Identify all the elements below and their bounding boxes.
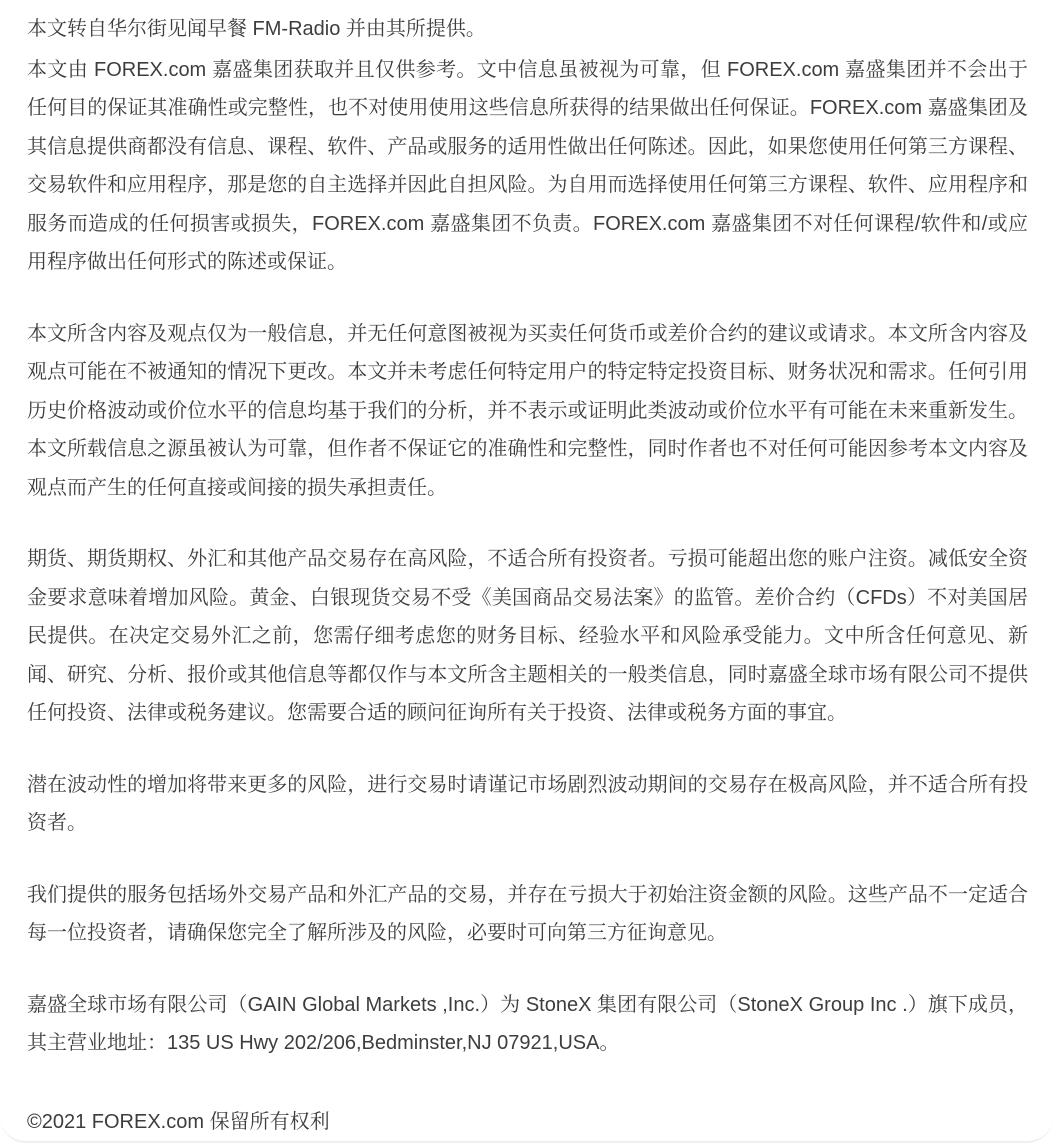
- volatility-warning-paragraph: 潜在波动性的增加将带来更多的风险，进行交易时请谨记市场剧烈波动期间的交易存在极高风险，并不适合所有投资者。: [27, 773, 1028, 834]
- company-info-paragraph: 嘉盛全球市场有限公司（GAIN Global Markets ,Inc.）为 StoneX 集团有限公司（StoneX Group Inc .）旗下成员，其主营业地址：135 US Hwy 202/206,Bedminster,NJ 07921,USA。: [27, 993, 1028, 1054]
- risk-warning-paragraph: 期货、期货期权、外汇和其他产品交易存在高风险，不适合所有投资者。亏损可能超出您的账户注资。减低安全资金要求意味着增加风险。黄金、白银现货交易不受《美国商品交易法案》的监管。差价合约（CFDs）不对美国居民提供。在决定交易外汇之前，您需仔细考虑您的财务目标、经验水平和风险承受能力。文中所含任何意见、新闻、研究、分析、报价或其他信息等都仅作与本文所含主题相关的一般类信息，同时嘉盛全球市场有限公司不提供任何投资、法律或税务建议。您需要合适的顾问征询所有关于投资、法律或税务方面的事宜。: [27, 548, 1028, 724]
- otc-products-paragraph: 我们提供的服务包括场外交易产品和外汇产品的交易，并存在亏损大于初始注资金额的风险。这些产品不一定适合每一位投资者，请确保您完全了解所涉及的风险，必要时可向第三方征询意见。: [27, 883, 1028, 944]
- copyright-notice: ©2021 FOREX.com 保留所有权利: [27, 1110, 330, 1133]
- source-attribution-paragraph: 本文转自华尔街见闻早餐 FM-Radio 并由其所提供。: [27, 18, 486, 40]
- forex-disclaimer-paragraph: 本文由 FOREX.com 嘉盛集团获取并且仅供参考。文中信息虽被视为可靠，但 FOREX.com 嘉盛集团并不会出于任何目的保证其准确性或完整性，也不对使用使用这些信息所获得的结果做出任何保证。FOREX.com 嘉盛集团及其信息提供商都没有信息、课程、软件、产品或服务的适用性做出任何陈述。因此，如果您使用任何第三方课程、交易软件和应用程序，那是您的自主选择并因此自担风险。为自用而选择使用任何第三方课程、软件、应用程序和服务而造成的任何损害或损失，FOREX.com 嘉盛集团不负责。FOREX.com 嘉盛集团不对任何课程/软件和/或应用程序做出任何形式的陈述或保证。: [27, 58, 1028, 273]
- general-information-paragraph: 本文所含内容及观点仅为一般信息，并无任何意图被视为买卖任何货币或差价合约的建议或请求。本文所含内容及观点可能在不被通知的情况下更改。本文并未考虑任何特定用户的特定特定投资目标、财务状况和需求。任何引用历史价格波动或价位水平的信息均基于我们的分析，并不表示或证明此类波动或价位水平有可能在未来重新发生。本文所载信息之源虽被认为可靠，但作者不保证它的准确性和完整性，同时作者也不对任何可能因参考本文内容及观点而产生的任何直接或间接的损失承担责任。: [27, 322, 1028, 499]
